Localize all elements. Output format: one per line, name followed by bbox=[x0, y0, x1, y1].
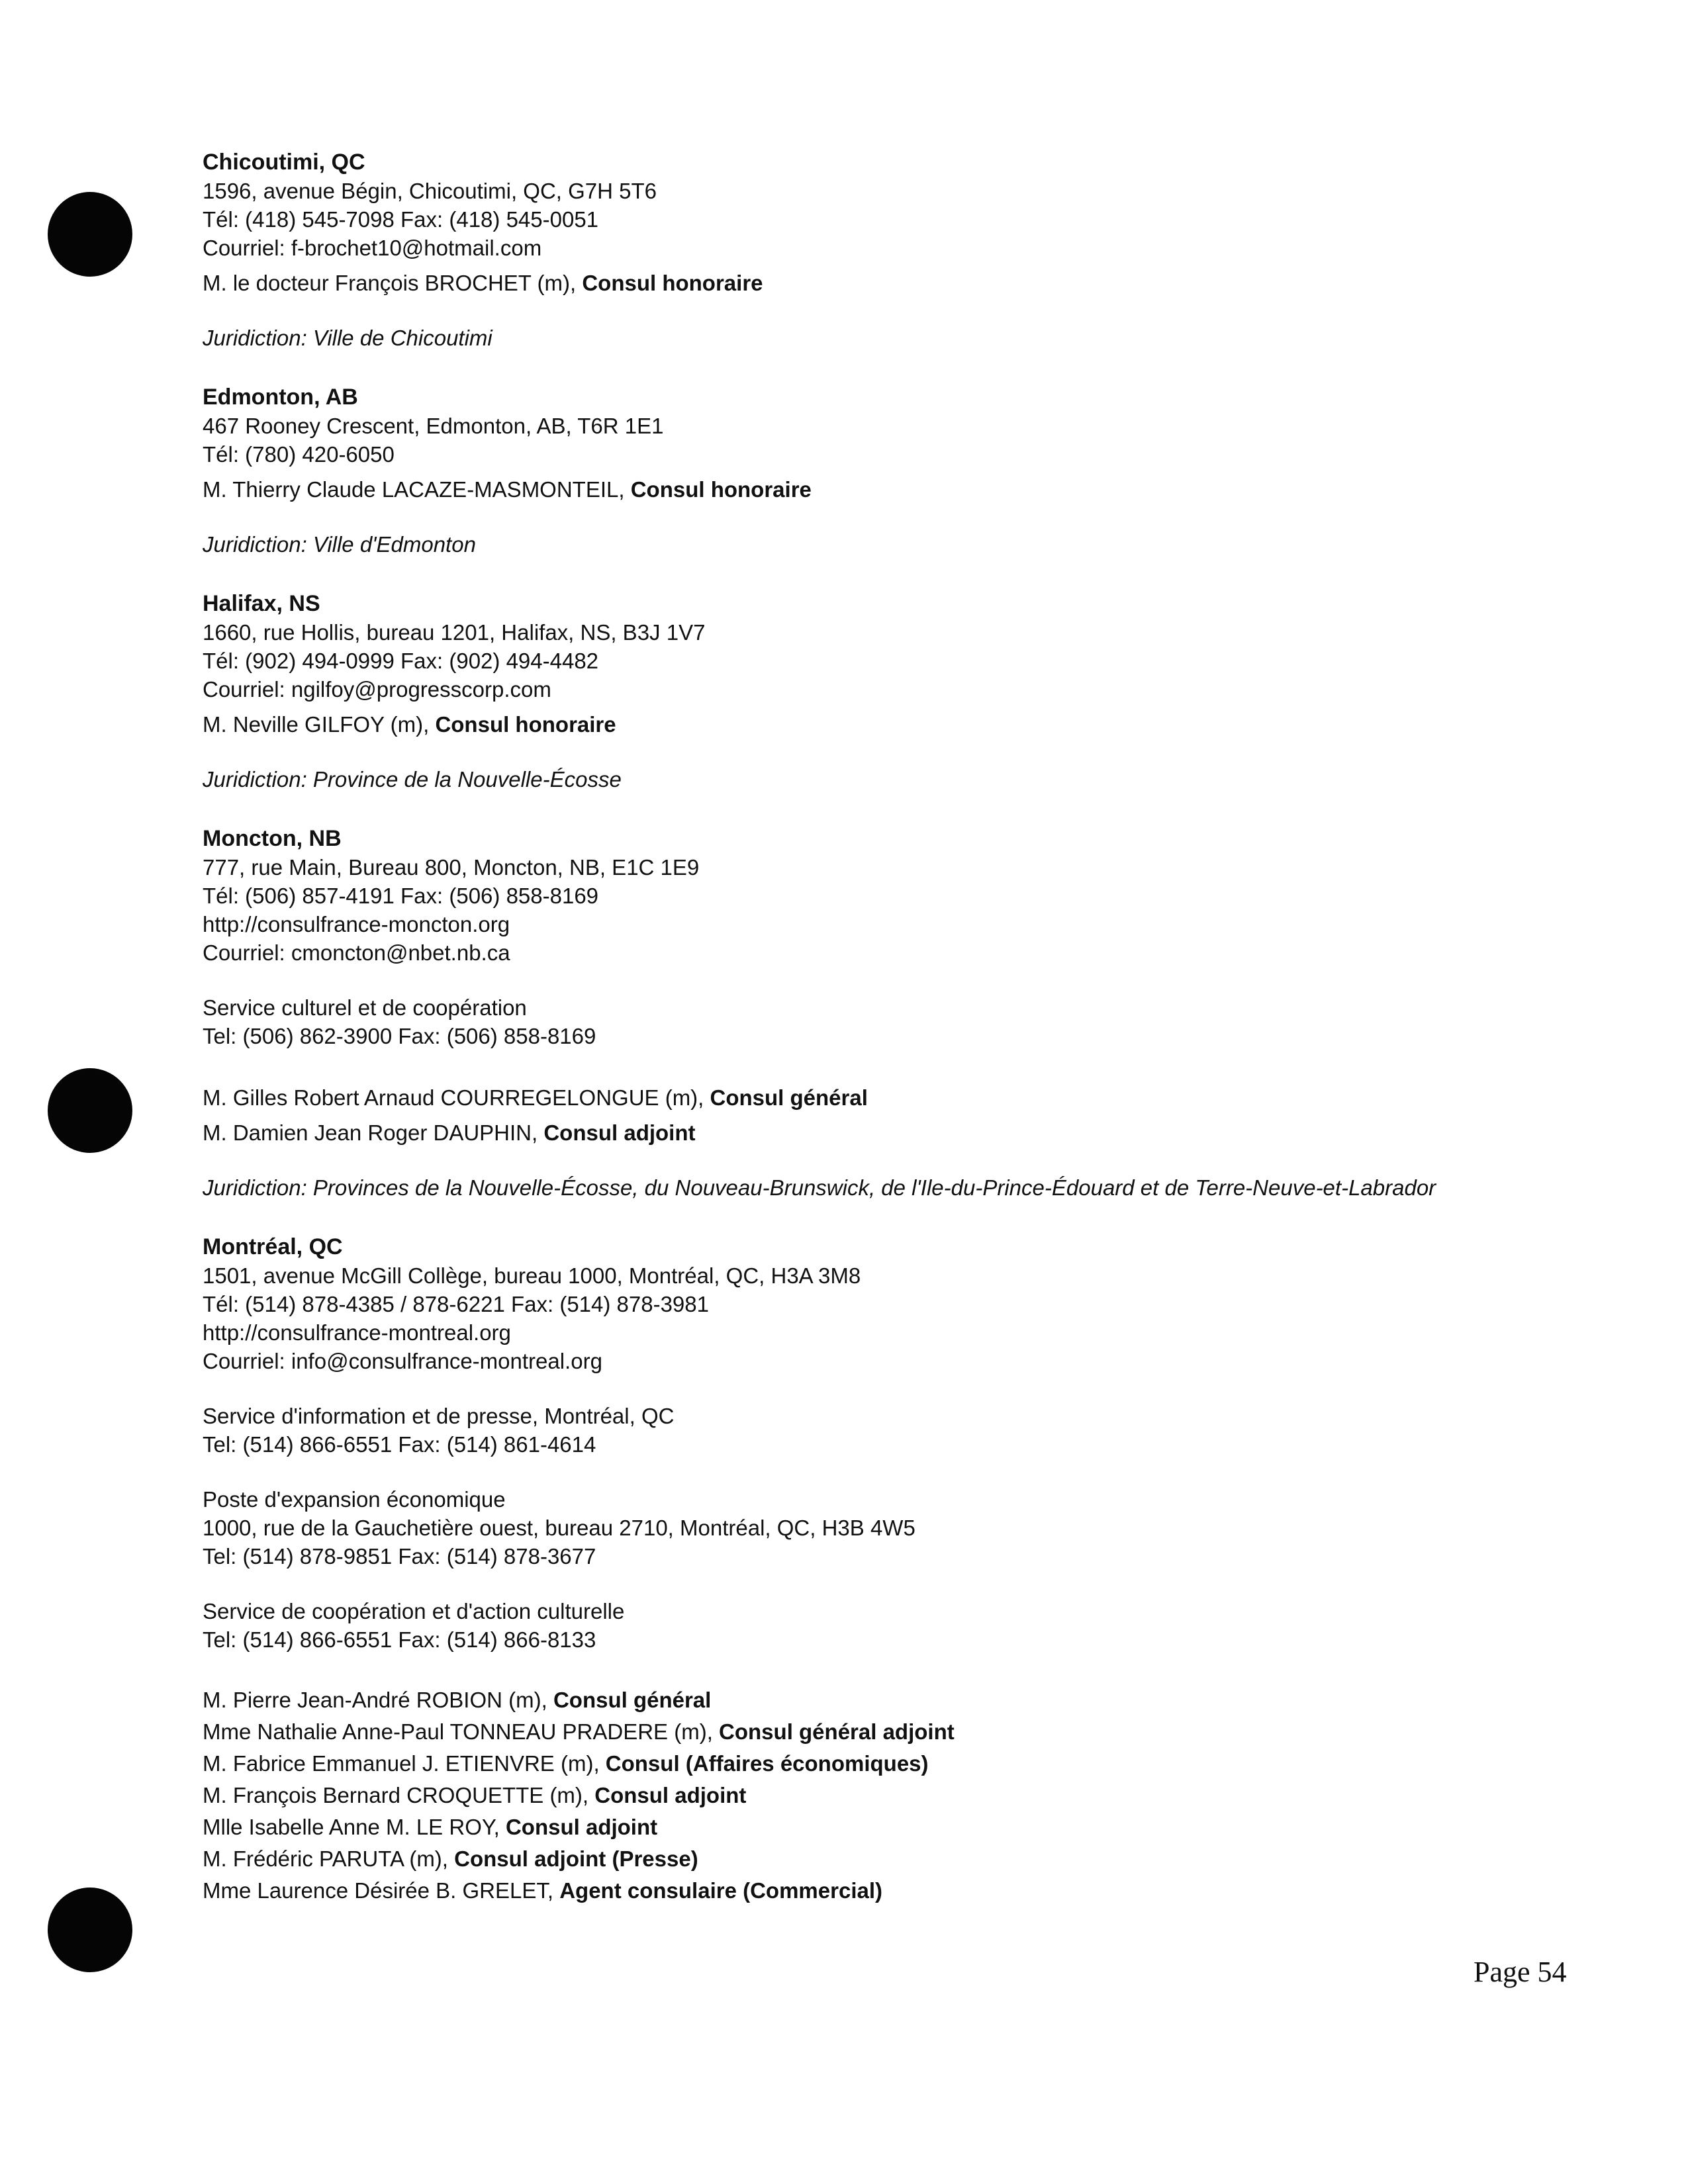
page-number: Page 54 bbox=[1474, 1956, 1567, 1988]
address-line: 467 Rooney Crescent, Edmonton, AB, T6R 1E1 bbox=[203, 414, 664, 438]
city-heading: Chicoutimi, QC bbox=[203, 150, 365, 175]
staff-list bbox=[203, 1686, 1526, 1905]
service-block bbox=[203, 1597, 1526, 1654]
email-line: Courriel: f-brochet10@hotmail.com bbox=[203, 236, 542, 260]
email-line: Courriel: ngilfoy@progresscorp.com bbox=[203, 677, 551, 702]
person-line bbox=[203, 1813, 1526, 1841]
email-line: Courriel: info@consulfrance-montreal.org bbox=[203, 1349, 602, 1373]
entry-moncton bbox=[203, 825, 1526, 1202]
service-address: 1000, rue de la Gauchetière ouest, bureau 2710, Montréal, QC, H3B 4W5 bbox=[203, 1516, 915, 1540]
service-name: Service culturel et de coopération bbox=[203, 995, 527, 1020]
address-line: 1596, avenue Bégin, Chicoutimi, QC, G7H 5T6 bbox=[203, 179, 657, 203]
address-line: 1660, rue Hollis, bureau 1201, Halifax, NS, B3J 1V7 bbox=[203, 620, 706, 645]
person-line bbox=[203, 1118, 1526, 1147]
person-line bbox=[203, 475, 1526, 504]
city-heading: Halifax, NS bbox=[203, 591, 320, 616]
jurisdiction: Juridiction: Provinces de la Nouvelle-Écosse, du Nouveau-Brunswick, de l'Ile-du-Prince-Édouard et de Terre-Neuve-et-Labrador bbox=[203, 1175, 1436, 1200]
entry-chicoutimi bbox=[203, 148, 1526, 352]
phone-line: Tél: (902) 494-0999 Fax: (902) 494-4482 bbox=[203, 649, 599, 673]
service-name: Service d'information et de presse, Montréal, QC bbox=[203, 1404, 675, 1428]
person-name: M. Thierry Claude LACAZE-MASMONTEIL, bbox=[203, 477, 631, 502]
service-name: Poste d'expansion économique bbox=[203, 1487, 506, 1512]
person-name: M. François Bernard CROQUETTE (m), bbox=[203, 1783, 595, 1807]
service-name: Service de coopération et d'action culturelle bbox=[203, 1599, 625, 1623]
service-block bbox=[203, 1402, 1526, 1459]
service-block bbox=[203, 993, 1526, 1050]
person-role: Consul général bbox=[710, 1085, 868, 1110]
jurisdiction: Juridiction: Province de la Nouvelle-Écosse bbox=[203, 767, 622, 792]
person-role: Consul général bbox=[553, 1688, 712, 1712]
service-phone: Tel: (514) 866-6551 Fax: (514) 866-8133 bbox=[203, 1627, 596, 1652]
website-line: http://consulfrance-moncton.org bbox=[203, 912, 510, 936]
person-name: Mme Laurence Désirée B. GRELET, bbox=[203, 1878, 560, 1903]
address-line: 1501, avenue McGill Collège, bureau 1000, Montréal, QC, H3A 3M8 bbox=[203, 1263, 861, 1288]
person-role: Consul honoraire bbox=[435, 712, 616, 737]
binder-hole-top bbox=[48, 192, 132, 277]
binder-hole-bottom bbox=[48, 1888, 132, 1972]
person-name: M. le docteur François BROCHET (m), bbox=[203, 271, 583, 295]
entry-halifax bbox=[203, 590, 1526, 794]
person-role: Consul adjoint bbox=[543, 1120, 696, 1145]
person-line bbox=[203, 1876, 1526, 1905]
address-line: 777, rue Main, Bureau 800, Moncton, NB, E1C 1E9 bbox=[203, 855, 700, 880]
person-line bbox=[203, 1749, 1526, 1778]
person-name: M. Damien Jean Roger DAUPHIN, bbox=[203, 1120, 544, 1145]
person-name: M. Gilles Robert Arnaud COURREGELONGUE (m), bbox=[203, 1085, 710, 1110]
person-line bbox=[203, 1717, 1526, 1746]
city-heading: Edmonton, AB bbox=[203, 385, 358, 410]
person-role: Consul adjoint bbox=[505, 1815, 658, 1839]
person-line bbox=[203, 1781, 1526, 1809]
entry-edmonton bbox=[203, 383, 1526, 559]
person-role: Consul honoraire bbox=[630, 477, 812, 502]
person-role: Consul général adjoint bbox=[719, 1719, 955, 1744]
service-block bbox=[203, 1485, 1526, 1570]
phone-line: Tél: (418) 545-7098 Fax: (418) 545-0051 bbox=[203, 207, 599, 232]
service-phone: Tel: (514) 866-6551 Fax: (514) 861-4614 bbox=[203, 1432, 596, 1457]
person-line bbox=[203, 1844, 1526, 1873]
person-name: M. Fabrice Emmanuel J. ETIENVRE (m), bbox=[203, 1751, 606, 1776]
phone-line: Tél: (780) 420-6050 bbox=[203, 442, 395, 467]
person-name: Mlle Isabelle Anne M. LE ROY, bbox=[203, 1815, 506, 1839]
service-phone: Tel: (506) 862-3900 Fax: (506) 858-8169 bbox=[203, 1024, 596, 1048]
city-heading: Moncton, NB bbox=[203, 826, 342, 851]
person-name: M. Pierre Jean-André ROBION (m), bbox=[203, 1688, 553, 1712]
person-line bbox=[203, 710, 1526, 739]
person-role: Consul adjoint bbox=[594, 1783, 747, 1807]
person-line bbox=[203, 1686, 1526, 1714]
binder-hole-middle bbox=[48, 1068, 132, 1153]
email-line: Courriel: cmoncton@nbet.nb.ca bbox=[203, 940, 510, 965]
person-name: M. Frédéric PARUTA (m), bbox=[203, 1846, 455, 1871]
person-role: Consul honoraire bbox=[582, 271, 763, 295]
website-line: http://consulfrance-montreal.org bbox=[203, 1320, 511, 1345]
person-line bbox=[203, 269, 1526, 297]
consulate-listing bbox=[203, 148, 1526, 1936]
jurisdiction: Juridiction: Ville d'Edmonton bbox=[203, 532, 476, 557]
person-name: M. Neville GILFOY (m), bbox=[203, 712, 436, 737]
phone-line: Tél: (514) 878-4385 / 878-6221 Fax: (514) 878-3981 bbox=[203, 1292, 709, 1316]
city-heading: Montréal, QC bbox=[203, 1234, 343, 1259]
person-line bbox=[203, 1083, 1526, 1112]
jurisdiction: Juridiction: Ville de Chicoutimi bbox=[203, 326, 492, 350]
person-role: Consul (Affaires économiques) bbox=[605, 1751, 929, 1776]
person-name: Mme Nathalie Anne-Paul TONNEAU PRADERE (m), bbox=[203, 1719, 720, 1744]
phone-line: Tél: (506) 857-4191 Fax: (506) 858-8169 bbox=[203, 884, 599, 908]
person-role: Consul adjoint (Presse) bbox=[454, 1846, 698, 1871]
person-role: Agent consulaire (Commercial) bbox=[559, 1878, 882, 1903]
service-phone: Tel: (514) 878-9851 Fax: (514) 878-3677 bbox=[203, 1544, 596, 1569]
entry-montreal bbox=[203, 1233, 1526, 1905]
